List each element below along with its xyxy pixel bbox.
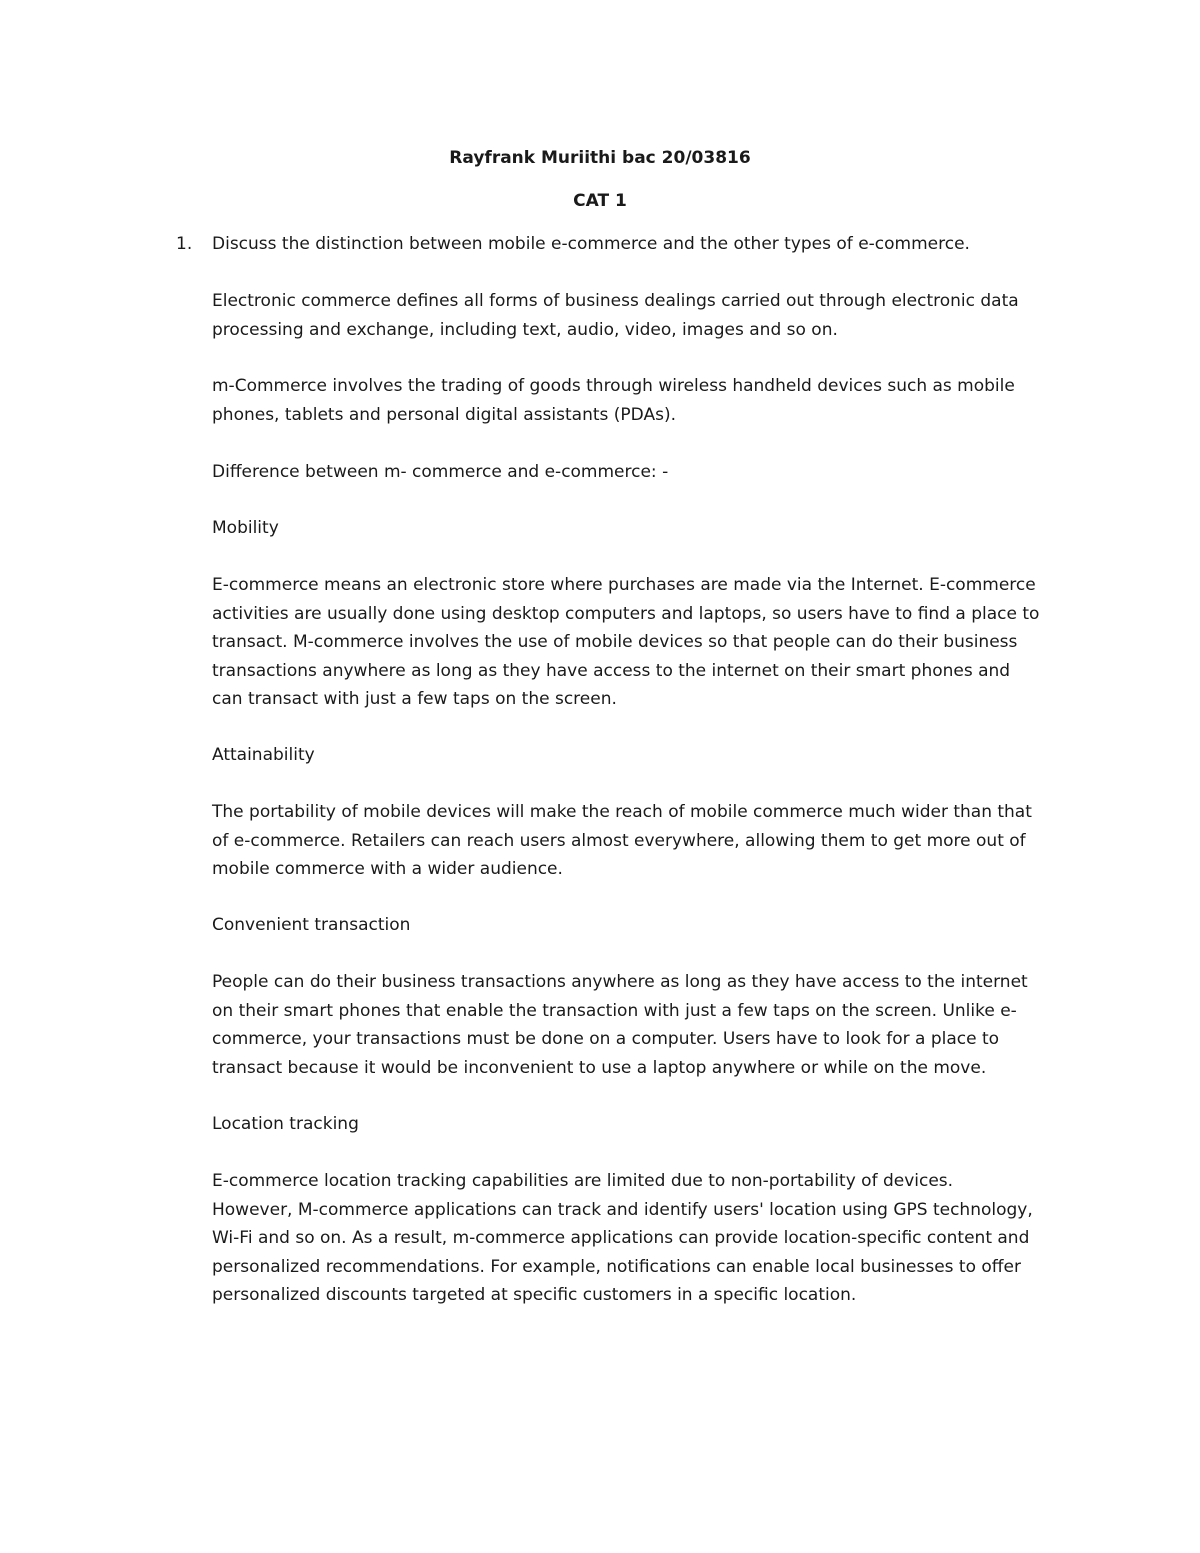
paragraph-line: transact because it would be inconvenient to use a laptop anywhere or while on the move. — [212, 1057, 987, 1078]
question-text: Discuss the distinction between mobile e-commerce and the other types of e-commerce. — [212, 234, 970, 254]
paragraph-definition-mcommerce — [212, 372, 1072, 429]
paragraph-line: of e-commerce. Retailers can reach users almost everywhere, allowing them to get more out of — [212, 830, 1026, 851]
paragraph-definition-ecommerce — [212, 287, 1072, 344]
paragraph-line: transact. M-commerce involves the use of mobile devices so that people can do their business — [212, 632, 1018, 652]
subheading-mobility — [212, 514, 1072, 543]
paragraph-line: However, M-commerce applications can track and identify users' location using GPS technology, — [212, 1199, 1033, 1220]
question-item — [176, 234, 1076, 254]
paragraph-line: can transact with just a few taps on the screen. — [212, 689, 617, 709]
subheading-text: Location tracking — [212, 1114, 359, 1134]
paragraph-convenient-transaction — [212, 968, 1072, 1082]
paragraph-attainability — [212, 798, 1072, 884]
paragraph-line: processing and exchange, including text, audio, video, images and so on. — [212, 319, 838, 340]
paragraph-line: transactions anywhere as long as they have access to the internet on their smart phones and — [212, 660, 1011, 681]
paragraph-line: personalized recommendations. For example, notifications can enable local businesses to offer — [212, 1256, 1021, 1277]
paragraph-line: phones, tablets and personal digital assistants (PDAs). — [212, 404, 676, 425]
document-subtitle: CAT 1 — [573, 191, 627, 211]
subheading-text: Mobility — [212, 518, 279, 538]
paragraph-line: E-commerce location tracking capabilities are limited due to non-portability of devices. — [212, 1171, 954, 1191]
paragraph-line: E-commerce means an electronic store where purchases are made via the Internet. E-commerce — [212, 575, 1036, 595]
paragraph-line: People can do their business transactions anywhere as long as they have access to the internet — [212, 972, 1028, 992]
document-title: Rayfrank Muriithi bac 20/03816 — [449, 148, 751, 168]
paragraph-line: personalized discounts targeted at specific customers in a specific location. — [212, 1285, 857, 1305]
paragraph-line: on their smart phones that enable the transaction with just a few taps on the screen. Unlike e- — [212, 1000, 1017, 1021]
paragraph-line: mobile commerce with a wider audience. — [212, 859, 563, 879]
subheading-text: Convenient transaction — [212, 915, 411, 935]
paragraph-line: Difference between m- commerce and e-commerce: - — [212, 462, 669, 482]
subheading-text: Attainability — [212, 745, 315, 765]
subheading-convenient-transaction — [212, 911, 1072, 940]
paragraph-mobility — [212, 571, 1072, 714]
subheading-location-tracking — [212, 1110, 1072, 1139]
paragraph-line: m-Commerce involves the trading of goods through wireless handheld devices such as mobile — [212, 376, 1015, 396]
section-intro — [212, 458, 1072, 487]
paragraph-line: Electronic commerce defines all forms of business dealings carried out through electronic data — [212, 291, 1019, 311]
paragraph-location-tracking — [212, 1167, 1072, 1310]
paragraph-line: Wi-Fi and so on. As a result, m-commerce applications can provide location-specific content and — [212, 1228, 1030, 1248]
paragraph-line: commerce, your transactions must be done on a computer. Users have to look for a place to — [212, 1029, 1000, 1049]
question-number: 1. — [176, 234, 193, 254]
paragraph-line: activities are usually done using desktop computers and laptops, so users have to find a place to — [212, 603, 1040, 624]
paragraph-line: The portability of mobile devices will make the reach of mobile commerce much wider than that — [212, 802, 1032, 822]
subheading-attainability — [212, 741, 1072, 770]
